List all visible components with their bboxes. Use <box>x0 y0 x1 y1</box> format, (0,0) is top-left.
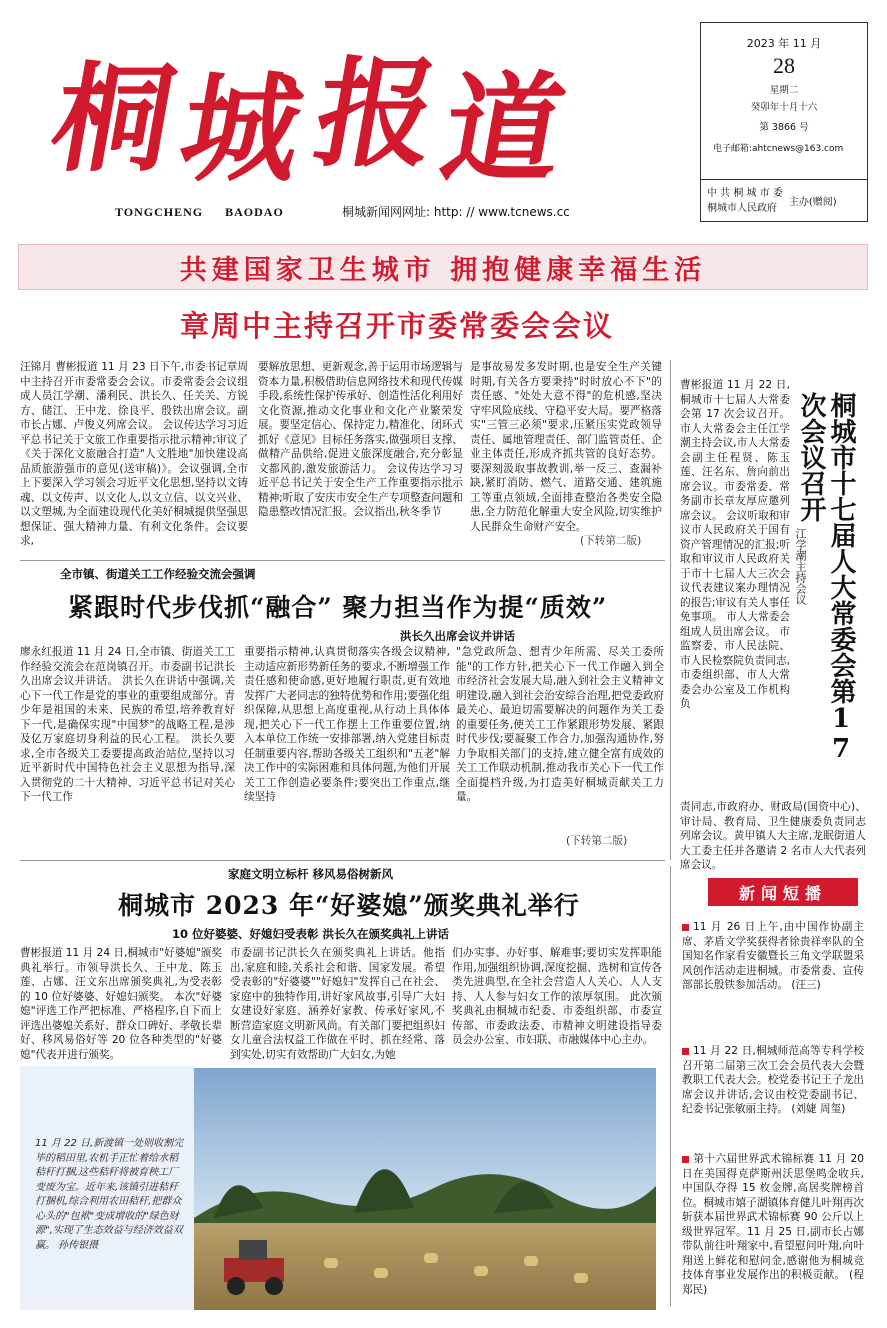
article1-col1: 汪锦月 曹彬报道 11 月 23 日下午,市委书记章周中主持召开市委常委会会议。市委常委会会议组成人员江学潮、潘利民、洪长久、任关关、方锐方、储江、王中龙、徐良平、殷铁出席会议。副市长占娜、卢俊义列席会议。 会议传达学习习近平总书记关于文旅工作重要指示批示精神;审议了《关于深化文旅融合打造"人文胜地"加快建设高品质旅游强市的意见(送审稿)》。会议强调,全市上下要深入学习领会习近平文化思想,坚持以文铸魂、以文传声、以文化人,以文立信、以文兴业、以文塑城,为全面建设现代化美好桐城提供坚强思想保证、强大精神力量、有利文化条件。会议要求, <box>20 361 248 547</box>
news-brief-text: 11 月 26 日上午,由中国作协副主席、茅盾文学奖获得者徐贵祥率队的全国知名作家看安徽暨长三角文学联盟采风创作活动走进桐城。市委常委、宣传部部长殷铁参加活动。 <box>682 921 864 991</box>
news-brief-text: 第十六届世界武术锦标赛 11 月 20 日在美国得克萨斯州沃思堡鸣金收兵,中国队夺得 15 枚金牌,高居奖牌榜首位。桐城市嬉子湖镇体育健儿叶翔再次斩获本届世界武术锦标赛 90 公斤以上级世界冠军。11 月 25 日,副市长占娜带队前往叶翔家中,看望慰问叶翔,向叶翔送上鲜花和慰问金,感谢他为桐城竞技体育事业发展作出的积极贡献。 <box>682 1153 864 1281</box>
article4-col3: 们办实事、办好事、解难事;要切实发挥职能作用,加强组织协调,深度挖掘、选树和宣传各类先进典型,在全社会营造人人关心、人人支持、人人参与妇女工作的浓厚氛围。 此次颁奖典礼由桐城市纪委、市委组织部、市委宣传部、市委政法委、市精神文明建设指导委员会办公室、市妇联、市融媒体中心主办。 <box>452 947 662 1046</box>
article2-col1: 廖永红报道 11 月 24 日,全市镇、街道关工工作经验交流会在范岗镇召开。市委副书记洪长久出席会议并讲话。 洪长久在讲话中强调,关心下一代工作是党的事业的重要组成部分。青少年是祖国的未来、民族的希望,培养教育好下一代,是确保实现"中国梦"的战略工程,是涉及亿万家庭切身利益的民心工程。 洪长久要求,全市各级关工委要提高政治站位,坚持以习近平新时代中国特色社会主义思想为指导,深入贯彻党的二十大精神、习近平总书记对关心下一代工作 <box>20 646 235 803</box>
bullet-icon <box>682 924 689 931</box>
rice-field-illustration <box>194 1068 656 1310</box>
issue-year-month: 2023 年 11 月 <box>746 37 822 50</box>
issue-weekday: 星期二 <box>769 85 799 96</box>
slogan-banner: 共建国家卫生城市 拥抱健康幸福生活 <box>18 244 868 290</box>
news-brief-item[interactable] <box>682 920 864 1032</box>
news-brief-item[interactable] <box>682 1044 864 1142</box>
news-briefs-header: 新闻短播 <box>708 878 858 906</box>
issue-number: 第 3866 号 <box>759 122 809 133</box>
issue-lunar-date: 癸卯年十月十六 <box>750 102 818 113</box>
article2-kicker: 全市镇、街道关工工作经验交流会强调 <box>60 567 256 581</box>
article2-col2: 重要指示精神,认真贯彻落实各级会议精神,主动适应新形势新任务的要求,不断增强工作责任感和使命感,更好地履行职责,更有效地发挥广大老同志的独特优势和作用;要强化组织保障,从思想上高度重视,从行动上具体体现,把关心下一代工作摆上工作重要位置,纳入本单位工作统一安排部署,纳入党建目标责任制重要内容,帮助各级关工组织和"五老"解决工作中的实际困难和具体问题,为他们开展关工工作创造必要条件;要突出工作重点,继续坚持 <box>244 646 450 803</box>
sponsor-org-1: 中 共 桐 城 市 委 <box>707 187 783 199</box>
section-divider <box>20 560 665 561</box>
article4-col1: 曹彬报道 11 月 24 日,桐城市"好婆媳"颁奖典礼举行。市领导洪长久、王中龙、陈玉莲、占娜、汪文东出席颁奖典礼,为受表彰的 10 位好婆婆、好媳妇颁奖。 本次"好婆媳"评选工作严把标准、严格程序,自下而上评选出婆媳关系好、群众口碑好、孝敬长辈好、移风易俗好等 20 位各种类型的"好婆媳"代表并进行颁奖。 <box>20 947 222 1061</box>
masthead-char-2: 城 <box>170 59 313 199</box>
article3-text-bottom: 责同志,市政府办、财政局(国资中心)、审计局、教育局、卫生健康委负责同志列席会议。黄甲镇人大主席,龙眠街道人大工委主任并各邀请 2 名市人大代表列席会议。 <box>680 801 866 871</box>
bullet-icon <box>682 1156 689 1163</box>
article3-vertical-title[interactable]: 桐城市十七届人大常委会第17次会议召开 <box>796 392 856 764</box>
article4-col2: 市委副书记洪长久在颁奖典礼上讲话。他指出,家庭和睦,关系社会和谐、国家发展。希望受表彰的"好婆婆""好媳妇"发挥自己在社会、家庭中的独特作用,讲好家风故事,引导广大妇女建设好家庭、涵养好家教、传承好家风,不断营造家庭文明新风尚。有关部门要把组织妇女儿童合法权益工作做在平时、抓在经常、落到实处,切实有效帮助广大妇女,为她 <box>230 947 445 1061</box>
article1-col3: 是事故易发多发时期,也是安全生产关键时期,有关各方要秉持"时时放心不下"的责任感、"处处大意不得"的危机感,坚决守牢风险底线、守稳平安大局。要严格落实"三管三必须"要求,压紧压实党政领导责任、属地管理责任、部门监管责任、企业主体责任,形成齐抓共管的良好态势。要深刻汲取事故教训,举一反三、查漏补缺,紧盯消防、燃气、道路交通、建筑施工等重点领域,全面排查整治各类安全隐患,全力防范化解重大安全风险,切实维护人民群众生命财产安全。 <box>470 361 662 533</box>
masthead-char-3: 报 <box>304 44 448 184</box>
article2-subtitle: 洪长久出席会议并讲话 <box>400 629 515 643</box>
column-divider <box>670 866 671 1306</box>
issue-day: 28 <box>773 53 795 78</box>
news-briefs-list <box>682 920 864 1328</box>
sponsor-role: 主办(赠阅) <box>788 197 837 208</box>
news-brief-item[interactable] <box>682 1152 864 1328</box>
issue-email[interactable]: 电子邮箱:ahtcnews@163.com <box>713 144 844 154</box>
article1-title[interactable]: 章周中主持召开市委常委会会议 <box>180 309 615 343</box>
article1-col2: 要解放思想、更新观念,善于运用市场逻辑与资本力量,积极借助信息网络技术和现代传媒手段,系统性保护传承好、创造性活化利用好文化资源,推动文化事业和文化产业繁荣发展。要坚定信心、保持定力,精准化、闭环式抓好《意见》目标任务落实,做强项目支撑、做精产品供给,促进文旅深度融合,充分彰显文都风韵,激发旅游活力。 会议传达学习习近平总书记关于安全生产工作重要指示批示精神;听取了安庆市安全生产专项整查问题和隐患整改情况汇报。会议指出,秋冬季节 <box>258 361 463 518</box>
article2-col3: "急党政所急、想青少年所需、尽关工委所能"的工作方针,把关心下一代工作融入到全市经济社会发展大局,融入到社会主义精神文明建设,融入到社会治安综合治理,把党委政府最关心、最迫切需要解决的问题作为关工委的重要任务,使关工工作紧跟形势发展、紧跟时代步伐;要凝聚工作合力,加强沟通协作,努力争取相关部门的支持,建立健全富有成效的关工工作联动机制,推动我市关心下一代工作全面提档升级,为打造美好桐城贡献关工力量。 <box>456 646 665 803</box>
article4-subtitle: 10 位好婆婆、好媳妇受表彰 洪长久在颁奖典礼上讲话 <box>172 927 450 941</box>
article1-continue[interactable]: (下转第二版) <box>580 535 642 547</box>
bullet-icon <box>682 1048 689 1055</box>
masthead-pinyin: TONGCHENG BAODAO <box>115 205 284 219</box>
farm-photo[interactable] <box>194 1068 656 1310</box>
masthead-logo <box>42 30 590 200</box>
news-brief-text: 11 月 22 日,桐城师范高等专科学校召开第二届第三次工会会员代表大会暨教职工代表大会。校党委书记王子龙出席会议并讲话,会议由校党委副书记、纪委书记张敏丽主持。 <box>682 1045 864 1115</box>
news-brief-author: (汪三) <box>791 979 821 991</box>
masthead-char-1: 桐 <box>42 49 185 189</box>
column-divider <box>670 360 671 860</box>
sponsor-box <box>701 179 867 221</box>
article4-kicker: 家庭文明立标杆 移风易俗树新风 <box>228 867 394 881</box>
sponsor-org-2: 桐城市人民政府 <box>707 202 777 214</box>
article3-vertical-subtitle: 江学潮主持会议 <box>794 528 807 605</box>
news-brief-author: (程郑民) <box>682 1269 865 1296</box>
website-url[interactable]: 桐城新闻网网址: http: // www.tcnews.cc <box>342 205 570 219</box>
photo-caption: 11 月 22 日,新渡镇一处则收割完毕的稻田里,农机手正忙着给水稻秸秆打捆,这些秸秆将被育秧工厂变废为宝。近年来,该镇引进秸秆打捆机,综合利用农田秸秆,把群众心头的"包袱"变成增收的"绿色财源",实现了生态效益与经济效益双赢。 孙传银摄 <box>35 1138 184 1251</box>
article2-title[interactable]: 紧跟时代步伐抓“融合” 聚力担当作为提“质效” <box>68 593 608 622</box>
masthead-calligraphy <box>42 30 590 200</box>
article3-text-top: 曹彬报道 11 月 22 日,桐城市十七届人大常委会第 17 次会议召开。市人大常委会主任江学潮主持会议,市人大常委会副主任程贤、陈玉莲、汪名东、詹向前出席会议。市委常委、常务副市长章友厚应邀列席会议。 会议听取和审议市人民政府关于国有资产管理情况的汇报;听取和审议市人民政府关于市十七届人大三次会议代表建议案办理情况的报告;审议有关人事任免事项。 市人大常委会组成人员出席会议。 市监察委、市人民法院、市人民检察院负责同志,市委组织部、市人大常委会办公室及工作机构负 <box>680 379 790 710</box>
section-divider <box>20 860 665 861</box>
masthead-char-4: 道 <box>432 59 575 199</box>
issue-info-box <box>700 22 868 222</box>
article2-continue[interactable]: (下转第二版) <box>566 835 628 847</box>
news-brief-author: (刘婕 周玺) <box>791 1103 846 1115</box>
article4-title[interactable]: 桐城市 2023 年“好婆媳”颁奖典礼举行 <box>118 891 580 920</box>
